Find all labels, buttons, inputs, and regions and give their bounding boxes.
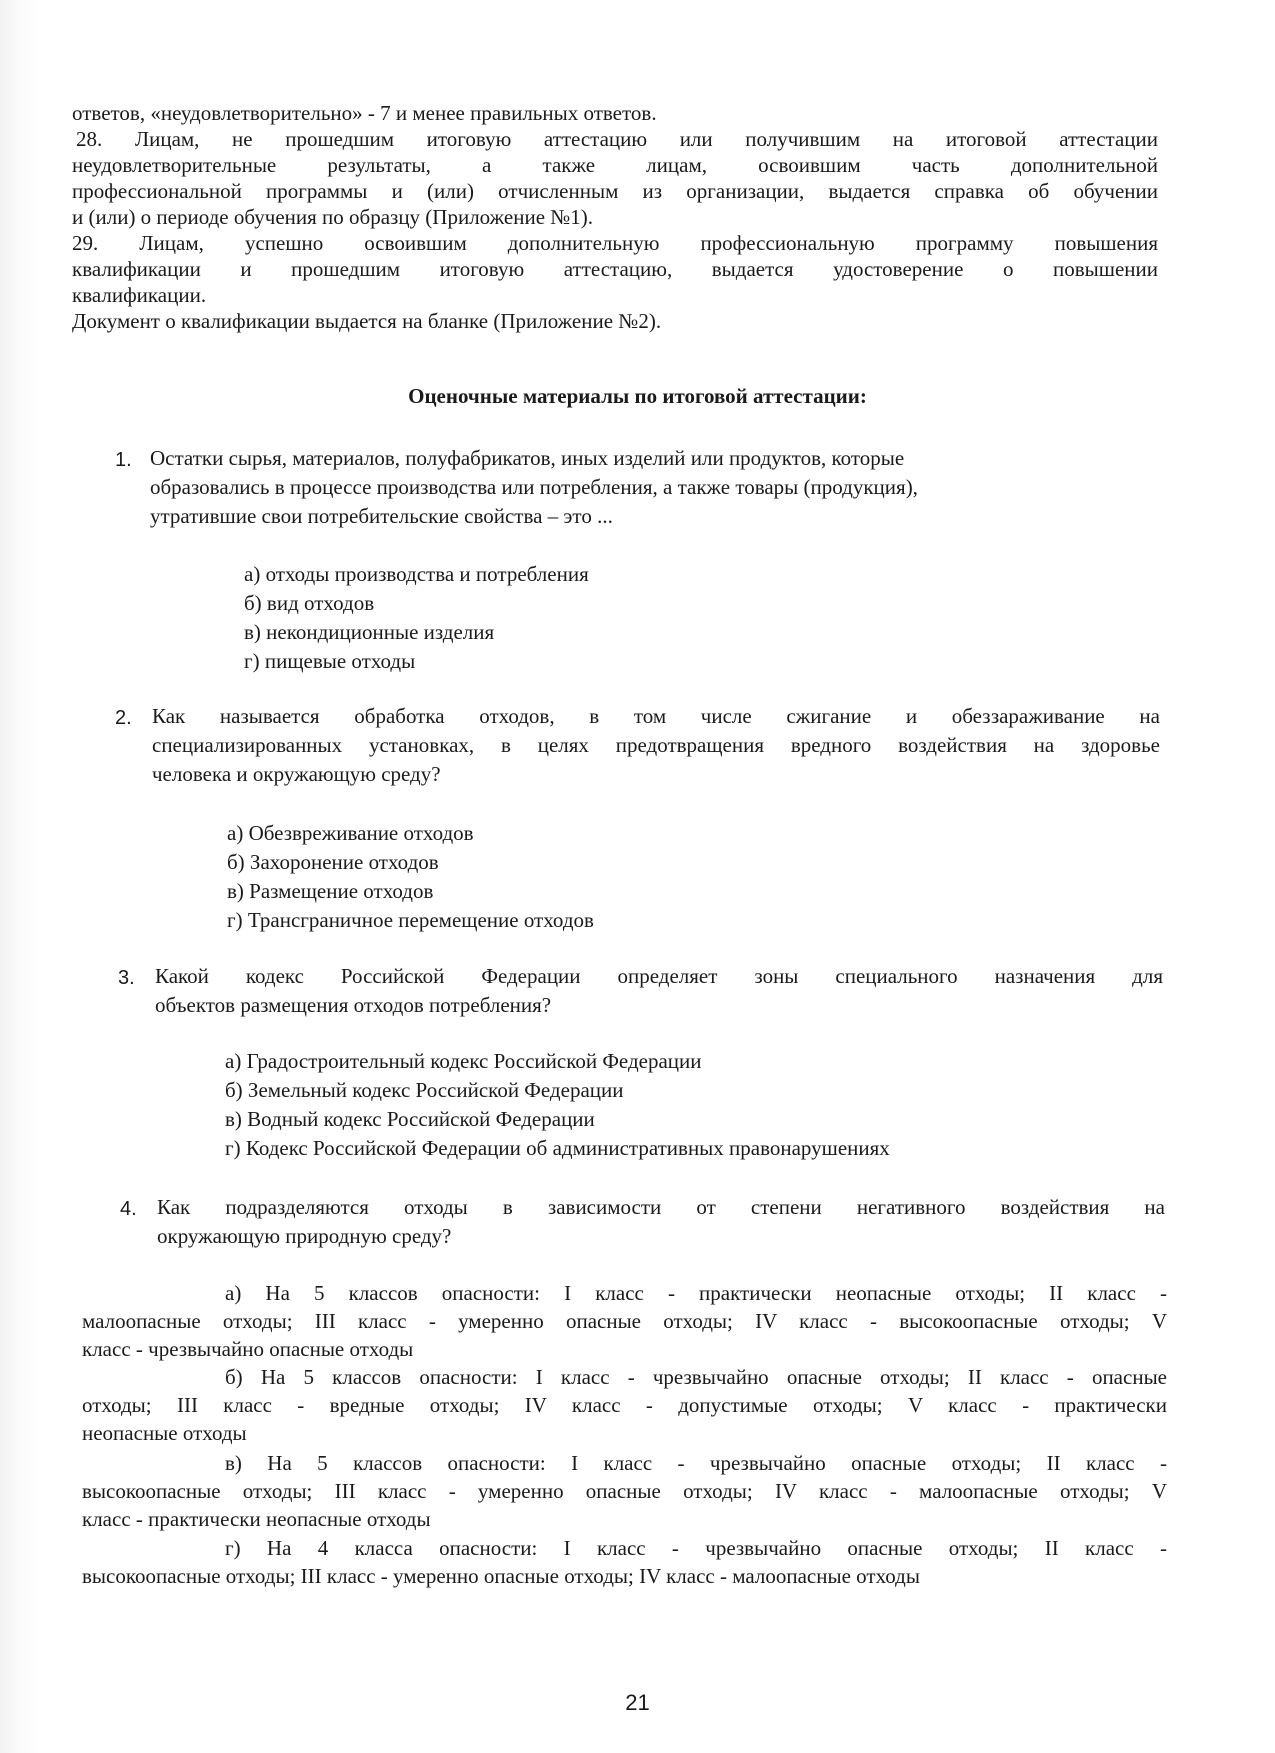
- answer-option: а) На 5 классов опасности: I класс - практически неопасные отходы; II класс -: [225, 1281, 1167, 1305]
- document-note: Документ о квалификации выдается на бланке (Приложение №2).: [72, 309, 662, 333]
- answer-option: а) отходы производства и потребления: [244, 562, 589, 586]
- question-text: образовались в процессе производства или потребления, а также товары (продукция),: [150, 475, 918, 499]
- question-text: окружающую природную среду?: [157, 1224, 452, 1248]
- question-text: человека и окружающую среду?: [152, 762, 441, 786]
- question-text: специализированных установках, в целях предотвращения вредного воздействия на здоровье: [152, 733, 1160, 757]
- answer-option: класс - практически неопасные отходы: [82, 1507, 431, 1531]
- paragraph-28: неудовлетворительные результаты, а также лицам, освоившим часть дополнительной: [72, 153, 1158, 177]
- section-title: Оценочные материалы по итоговой аттестации:: [408, 384, 867, 408]
- answer-option: б) Земельный кодекс Российской Федерации: [225, 1078, 624, 1102]
- paragraph-28: 28. Лицам, не прошедшим итоговую аттестацию или получившим на итоговой аттестации: [76, 127, 1158, 151]
- answer-option: в) На 5 классов опасности: I класс - чрезвычайно опасные отходы; II класс -: [225, 1451, 1167, 1475]
- answer-option: г) Трансграничное перемещение отходов: [227, 908, 594, 932]
- question-number: 1.: [115, 449, 132, 471]
- answer-option: в) Водный кодекс Российской Федерации: [225, 1107, 595, 1131]
- paragraph-29: 29. Лицам, успешно освоившим дополнительную профессиональную программу повышения: [72, 231, 1158, 255]
- question-text: Как называется обработка отходов, в том числе сжигание и обеззараживание на: [152, 704, 1160, 728]
- question-number: 4.: [120, 1198, 137, 1220]
- paragraph-29: квалификации и прошедшим итоговую аттестацию, выдается удостоверение о повышении: [72, 257, 1158, 281]
- answer-option: в) Размещение отходов: [227, 879, 434, 903]
- question-text: утратившие свои потребительские свойства – это ...: [150, 504, 613, 528]
- answer-option: высокоопасные отходы; III класс - умеренно опасные отходы; IV класс - малоопасные отходы; V: [82, 1479, 1167, 1503]
- answer-option: класс - чрезвычайно опасные отходы: [82, 1337, 414, 1361]
- question-number: 2.: [115, 707, 132, 729]
- answer-option: г) Кодекс Российской Федерации об административных правонарушениях: [225, 1136, 890, 1160]
- answer-option: г) пищевые отходы: [244, 649, 416, 673]
- answer-option: б) На 5 классов опасности: I класс - чрезвычайно опасные отходы; II класс - опасные: [225, 1365, 1167, 1389]
- answer-option: г) На 4 класса опасности: I класс - чрезвычайно опасные отходы; II класс -: [225, 1536, 1167, 1560]
- answer-option: в) некондиционные изделия: [244, 620, 495, 644]
- paragraph-28: профессиональной программы и (или) отчисленным из организации, выдается справка об обучении: [72, 179, 1158, 203]
- answer-option: неопасные отходы: [82, 1421, 247, 1445]
- paragraph-28: и (или) о периоде обучения по образцу (Приложение №1).: [72, 205, 594, 229]
- intro-line: ответов, «неудовлетворительно» - 7 и менее правильных ответов.: [72, 101, 657, 125]
- answer-option: отходы; III класс - вредные отходы; IV класс - допустимые отходы; V класс - практически: [82, 1393, 1167, 1417]
- answer-option: малоопасные отходы; III класс - умеренно опасные отходы; IV класс - высокоопасные отходы; V: [82, 1309, 1167, 1333]
- question-text: объектов размещения отходов потребления?: [155, 993, 552, 1017]
- answer-option: а) Градостроительный кодекс Российской Федерации: [225, 1049, 702, 1073]
- question-text: Остатки сырья, материалов, полуфабрикатов, иных изделий или продуктов, которые: [150, 446, 905, 470]
- answer-option: б) Захоронение отходов: [227, 850, 439, 874]
- page-number: 21: [625, 1690, 650, 1715]
- question-number: 3.: [118, 967, 135, 989]
- answer-option: высокоопасные отходы; III класс - умеренно опасные отходы; IV класс - малоопасные отходы: [82, 1564, 920, 1588]
- paragraph-29: квалификации.: [72, 283, 207, 307]
- answer-option: б) вид отходов: [244, 591, 375, 615]
- answer-option: а) Обезвреживание отходов: [227, 821, 474, 845]
- question-text: Как подразделяются отходы в зависимости от степени негативного воздействия на: [157, 1195, 1165, 1219]
- question-text: Какой кодекс Российской Федерации определяет зоны специального назначения для: [155, 964, 1163, 988]
